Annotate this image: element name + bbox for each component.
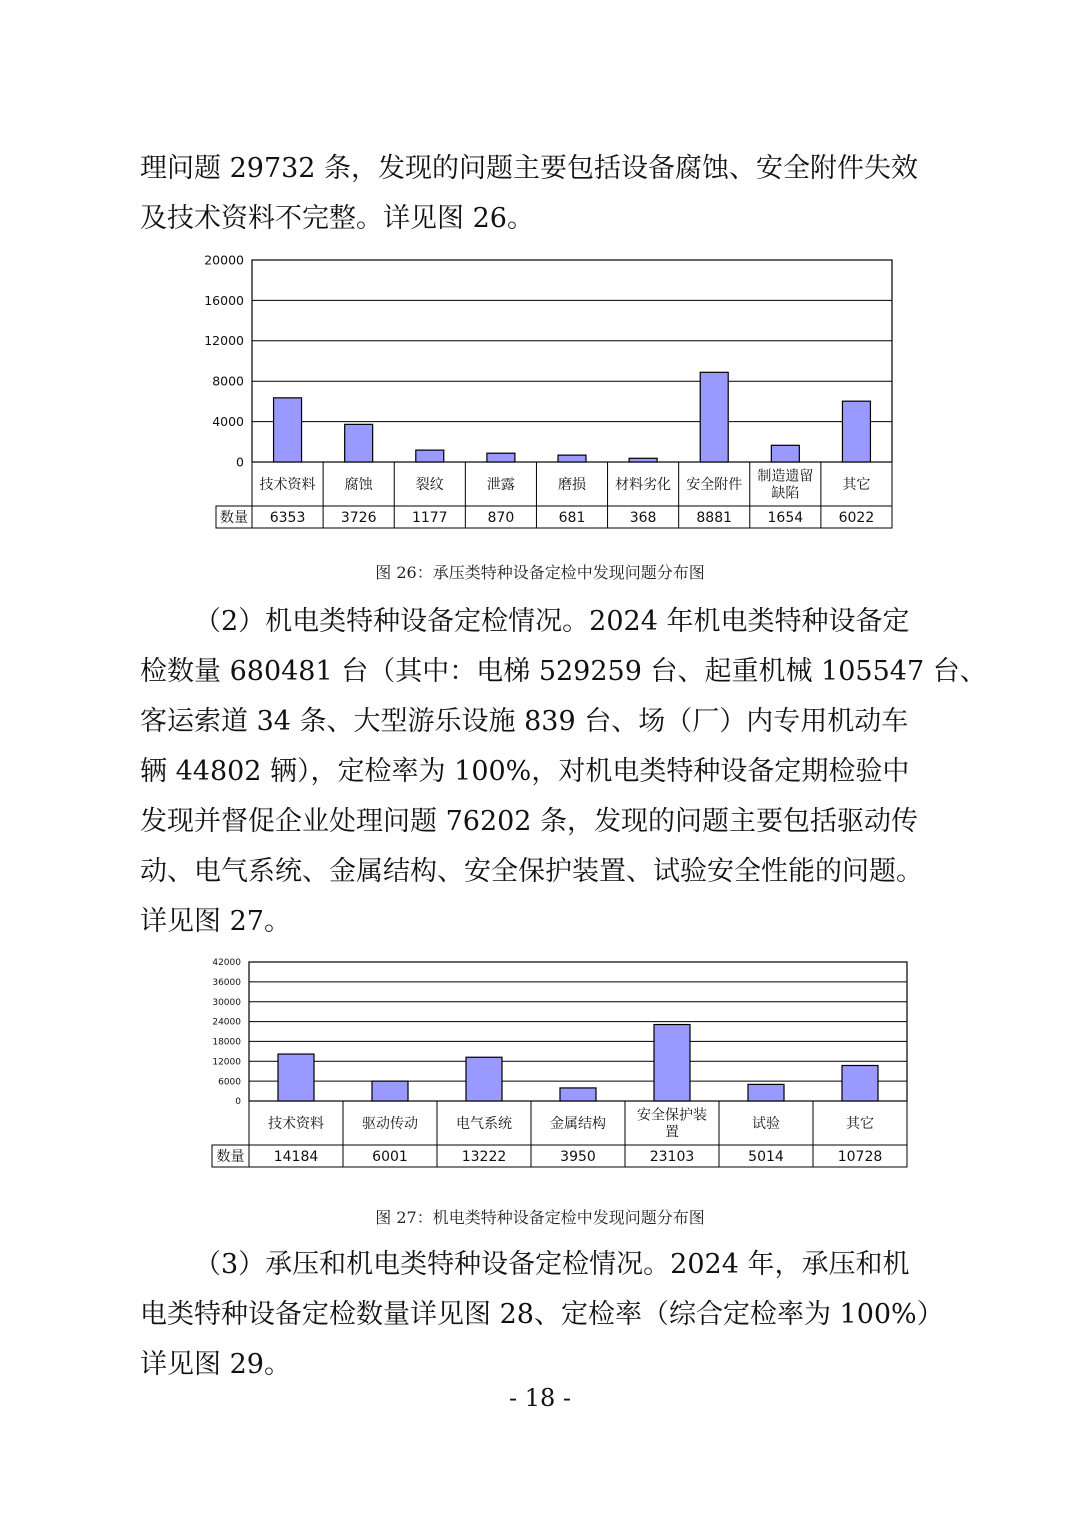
data-value-label: 13222	[461, 1149, 507, 1166]
paragraph-line: 详见图 29。	[140, 1349, 291, 1380]
data-value-label: 8881	[696, 510, 733, 527]
category-label: 技术资料	[268, 1116, 324, 1133]
bar	[771, 445, 799, 462]
paragraph-line: 动、电气系统、金属结构、安全保护装置、试验安全性能的问题。	[140, 856, 923, 887]
figure-27-bar-chart	[0, 950, 1080, 1180]
paragraph-line: 检数量 680481 台（其中：电梯 529259 台、起重机械 105547 台、	[140, 656, 987, 687]
data-value-label: 3726	[340, 510, 377, 527]
paragraph-line: 电类特种设备定检数量详见图 28、定检率（综合定检率为 100%）	[140, 1299, 944, 1330]
y-tick-label: 6000	[218, 1077, 241, 1088]
category-label: 裂纹	[415, 477, 444, 494]
data-value-label: 6022	[838, 510, 875, 527]
bar	[560, 1088, 596, 1101]
bar	[842, 1065, 878, 1101]
y-tick-label: 24000	[212, 1017, 241, 1028]
paragraph-line: 详见图 27。	[140, 906, 291, 937]
page-number: - 18 -	[508, 1384, 571, 1412]
data-value-label: 681	[558, 510, 586, 527]
data-value-label: 5014	[748, 1149, 784, 1166]
y-tick-label: 12000	[212, 1057, 241, 1068]
y-tick-label: 18000	[212, 1037, 241, 1048]
category-label: 技术资料	[259, 477, 316, 494]
figure-27-caption: 图 27：机电类特种设备定检中发现问题分布图	[375, 1208, 705, 1227]
bar	[416, 450, 444, 462]
y-tick-label: 36000	[212, 978, 241, 989]
category-label: 安全附件	[686, 477, 743, 494]
category-label: 泄露	[486, 477, 515, 494]
paragraph-line: 理问题 29732 条，发现的问题主要包括设备腐蚀、安全附件失效	[140, 153, 919, 184]
y-tick-label: 4000	[212, 413, 244, 429]
category-label: 试验	[752, 1116, 780, 1133]
category-label: 磨损	[558, 477, 586, 494]
y-tick-label: 16000	[204, 292, 244, 308]
table-row-label: 数量	[216, 1149, 245, 1166]
category-label: 置	[665, 1124, 679, 1141]
figure-26-caption: 图 26：承压类特种设备定检中发现问题分布图	[375, 563, 705, 582]
bar	[372, 1081, 408, 1101]
bar	[748, 1084, 784, 1101]
paragraph-line: 及技术资料不完整。详见图 26。	[140, 203, 534, 234]
category-label: 电气系统	[456, 1116, 512, 1133]
category-label: 材料劣化	[615, 477, 672, 494]
paragraph-1	[140, 144, 945, 244]
data-value-label: 10728	[837, 1149, 883, 1166]
table-row-label: 数量	[220, 510, 248, 527]
bar	[654, 1025, 690, 1101]
category-label: 金属结构	[550, 1116, 606, 1133]
data-value-label: 6353	[269, 510, 306, 527]
data-value-label: 6001	[372, 1149, 408, 1166]
category-label: 驱动传动	[362, 1116, 418, 1133]
y-tick-label: 8000	[212, 373, 244, 389]
data-value-label: 870	[487, 510, 515, 527]
y-tick-label: 0	[236, 454, 244, 470]
paragraph-line: 辆 44802 辆），定检率为 100%，对机电类特种设备定期检验中	[140, 756, 910, 787]
category-label: 其它	[846, 1116, 874, 1133]
bar	[487, 453, 515, 462]
bar	[842, 401, 870, 462]
y-tick-label: 30000	[212, 997, 241, 1008]
figure-26-bar-chart	[0, 245, 1080, 545]
paragraph-line: （3）承压和机电类特种设备定检情况。2024 年，承压和机	[194, 1249, 910, 1280]
bar	[558, 455, 586, 462]
category-label: 制造遗留	[757, 468, 814, 485]
y-tick-label: 20000	[204, 252, 244, 268]
bar	[466, 1057, 502, 1101]
category-label: 腐蚀	[344, 477, 373, 494]
category-label: 安全保护装	[637, 1107, 707, 1124]
data-value-label: 3950	[560, 1149, 596, 1166]
bar	[278, 1054, 314, 1101]
plot-frame	[249, 962, 907, 1101]
paragraph-line: （2）机电类特种设备定检情况。2024 年机电类特种设备定	[194, 606, 910, 637]
data-value-label: 368	[629, 510, 657, 527]
bar	[345, 424, 373, 462]
data-value-label: 1654	[767, 510, 804, 527]
data-value-label: 1177	[411, 510, 448, 527]
paragraph-line: 发现并督促企业处理问题 76202 条，发现的问题主要包括驱动传	[140, 806, 919, 837]
paragraph-3	[140, 1240, 945, 1390]
category-label: 缺陷	[771, 485, 800, 502]
data-value-label: 14184	[273, 1149, 319, 1166]
category-label: 其它	[842, 477, 871, 494]
data-value-label: 23103	[649, 1149, 695, 1166]
y-tick-label: 12000	[204, 333, 244, 349]
bar	[700, 372, 728, 462]
y-tick-label: 0	[235, 1097, 241, 1108]
bar	[629, 458, 657, 462]
y-tick-label: 42000	[212, 958, 241, 969]
paragraph-line: 客运索道 34 条、大型游乐设施 839 台、场（厂）内专用机动车	[140, 706, 909, 737]
paragraph-2	[140, 597, 987, 947]
bar	[274, 398, 302, 462]
